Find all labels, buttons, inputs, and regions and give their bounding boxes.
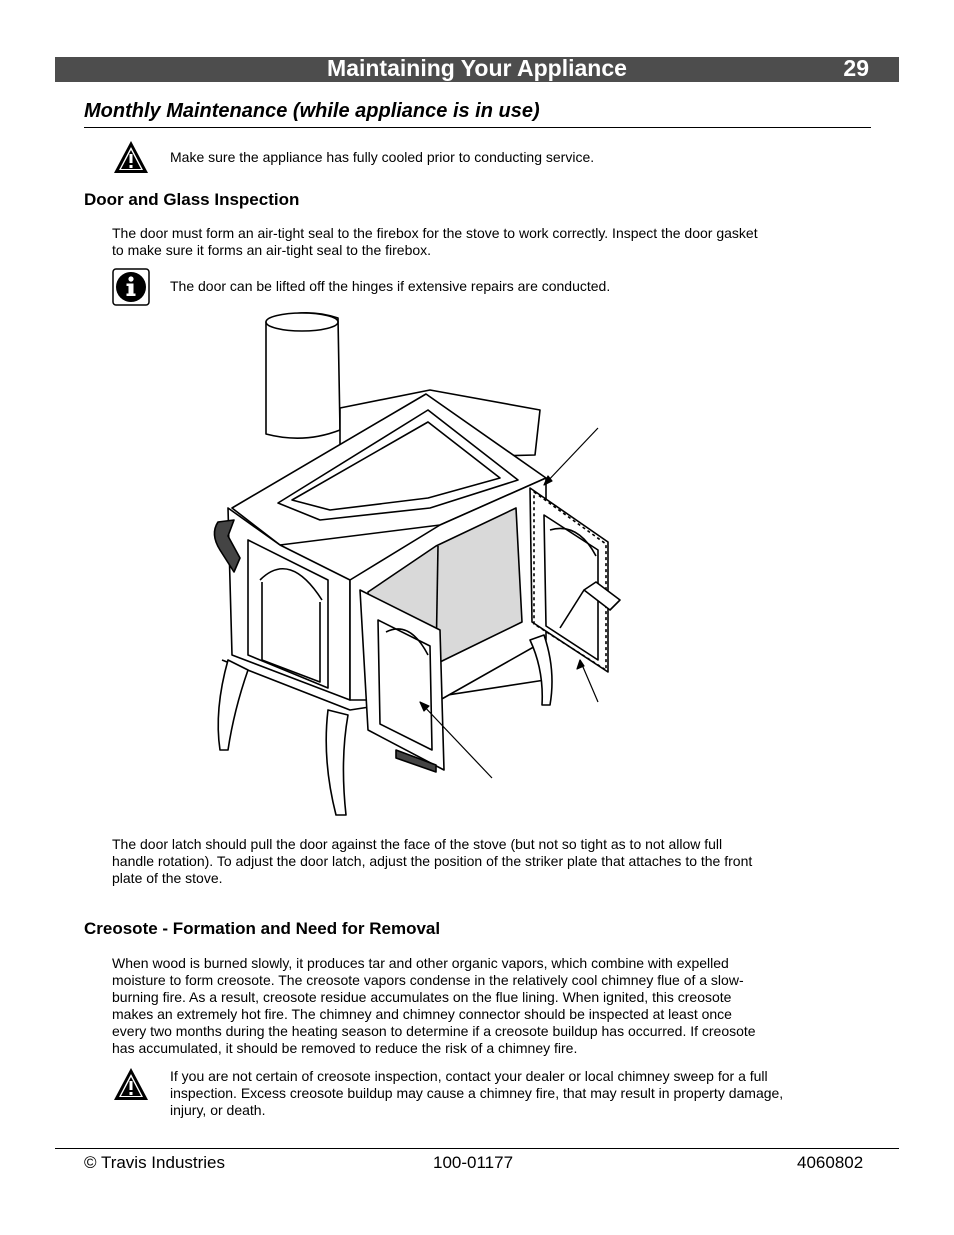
paragraph-line: every two months during the heating season to determine if a creosote buildup has occurred. If creosote: [112, 1023, 756, 1039]
paragraph-line: has accumulated, it should be removed to reduce the risk of a chimney fire.: [112, 1040, 578, 1056]
creosote-paragraph: [112, 955, 756, 1057]
warning-note-creosote: [170, 1068, 783, 1119]
paragraph-line: The door must form an air-tight seal to the firebox for the stove to work correctly. Inspect the door gasket: [112, 225, 758, 241]
door-latch-paragraph: [112, 836, 752, 887]
warning-triangle-icon: [112, 1065, 150, 1103]
paragraph-line: When wood is burned slowly, it produces tar and other organic vapors, which combine with expelled: [112, 955, 729, 971]
paragraph-line: If you are not certain of creosote inspection, contact your dealer or local chimney sweep for a full: [170, 1068, 768, 1084]
page-header-title: Maintaining Your Appliance: [327, 55, 627, 81]
info-icon: [112, 268, 150, 306]
paragraph-line: plate of the stove.: [112, 870, 223, 886]
footer-divider: [55, 1148, 899, 1149]
flue-pipe: [266, 313, 340, 438]
paragraph-line: The door latch should pull the door against the face of the stove (but not so tight as to not allow full: [112, 836, 723, 852]
footer-revision: 4060802: [797, 1153, 864, 1172]
door-glass-paragraph: [112, 225, 758, 259]
paragraph-line: injury, or death.: [170, 1102, 266, 1118]
door-glass-heading: Door and Glass Inspection: [84, 190, 300, 209]
warning-note-cooled: Make sure the appliance has fully cooled prior to conducting service.: [170, 149, 595, 165]
page-number: 29: [843, 55, 869, 81]
section-title: Monthly Maintenance (while appliance is in use): [84, 100, 540, 122]
info-note-hinges: The door can be lifted off the hinges if extensive repairs are conducted.: [170, 278, 611, 294]
section-divider: [84, 127, 871, 128]
footer-copyright: © Travis Industries: [84, 1153, 226, 1172]
warning-triangle-icon: [112, 138, 150, 176]
paragraph-line: to make sure it forms an air-tight seal to the firebox.: [112, 242, 432, 258]
paragraph-line: inspection. Excess creosote buildup may cause a chimney fire, that may result in property damage,: [170, 1085, 784, 1101]
paragraph-line: burning fire. As a result, creosote residue accumulates on the flue lining. When ignited, this creosote: [112, 989, 732, 1005]
creosote-heading: Creosote - Formation and Need for Removal: [84, 919, 441, 938]
paragraph-line: moisture to form creosote. The creosote vapors condense in the relatively cool chimney flue of a slow-: [112, 972, 744, 988]
page-header-bar: [55, 57, 899, 82]
paragraph-line: handle rotation). To adjust the door latch, adjust the position of the striker plate that attaches to the front: [112, 853, 753, 869]
footer-doc-number: 100-01177: [433, 1153, 514, 1172]
stove-illustration: [200, 310, 640, 825]
paragraph-line: makes an extremely hot fire. The chimney and chimney connector should be inspected at least once: [112, 1006, 732, 1022]
